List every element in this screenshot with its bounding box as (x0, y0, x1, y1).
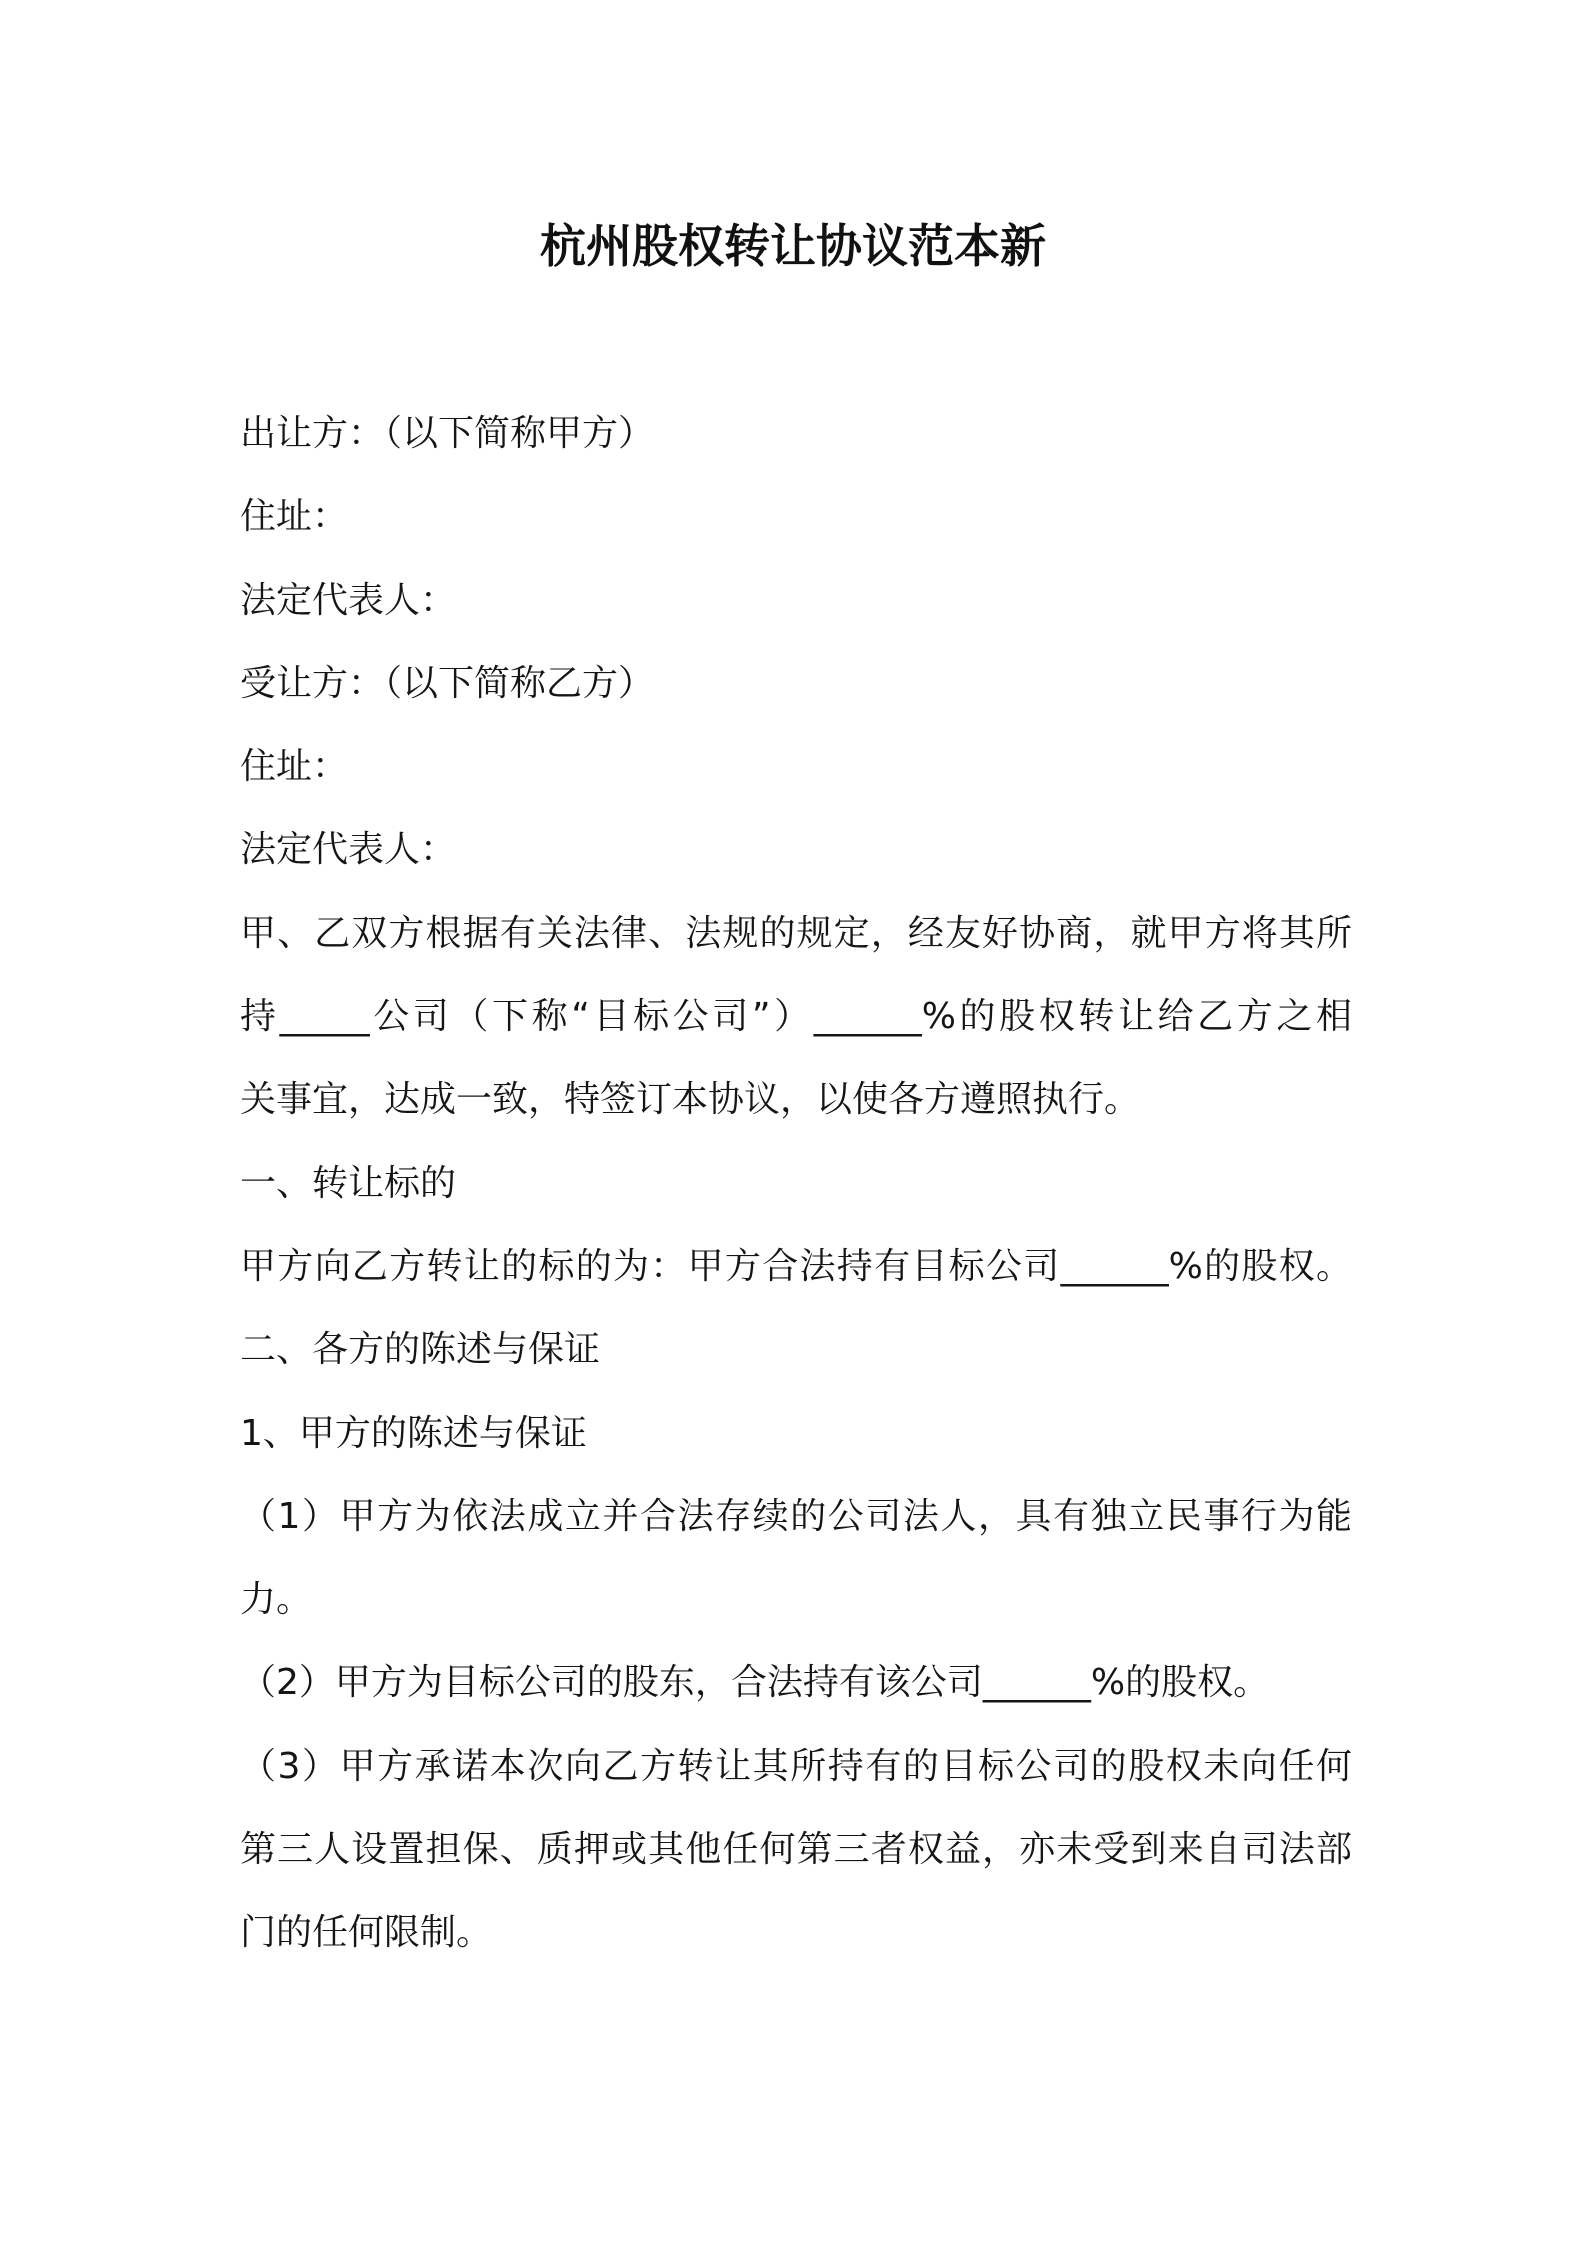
section-2-subheading: 1、甲方的陈述与保证 (240, 1412, 587, 1454)
clause-3-line-2: 第三人设置担保、质押或其他任何第三者权益，亦未受到来自司法部 (240, 1829, 1352, 1871)
preamble-line-3: 关事宜，达成一致，特签订本协议，以使各方遵照执行。 (240, 1079, 1141, 1121)
transferor-address-line: 住址： (240, 496, 349, 538)
section-1-text: 甲方向乙方转让的标的为：甲方合法持有目标公司______%的股权。 (240, 1245, 1352, 1287)
clause-3-line-3: 门的任何限制。 (240, 1912, 493, 1954)
transferee-line: 受让方：（以下简称乙方） (240, 662, 655, 704)
section-1-heading: 一、转让标的 (240, 1162, 457, 1204)
transferee-representative-line: 法定代表人： (240, 829, 457, 871)
document-body (240, 392, 1352, 1975)
transferor-line: 出让方：（以下简称甲方） (240, 413, 655, 454)
preamble-line-1: 甲、乙双方根据有关法律、法规的规定，经友好协商，就甲方将其所 (240, 912, 1352, 954)
section-2-heading: 二、各方的陈述与保证 (240, 1329, 601, 1371)
clause-2-line-1: （2）甲方为目标公司的股东，合法持有该公司______%的股权。 (240, 1662, 1270, 1704)
transferee-address-line: 住址： (240, 746, 349, 788)
transferor-representative-line: 法定代表人： (240, 579, 457, 621)
preamble-line-2: 持_____公司（下称“目标公司”）______%的股权转让给乙方之相 (240, 996, 1352, 1038)
document-title: 杭州股权转让协议范本新 (540, 219, 1046, 273)
clause-1-line-1: （1）甲方为依法成立并合法存续的公司法人，具有独立民事行为能 (240, 1495, 1352, 1537)
clause-1-line-2: 力。 (240, 1579, 313, 1621)
clause-3-line-1: （3）甲方承诺本次向乙方转让其所持有的目标公司的股权未向任何 (240, 1745, 1352, 1787)
